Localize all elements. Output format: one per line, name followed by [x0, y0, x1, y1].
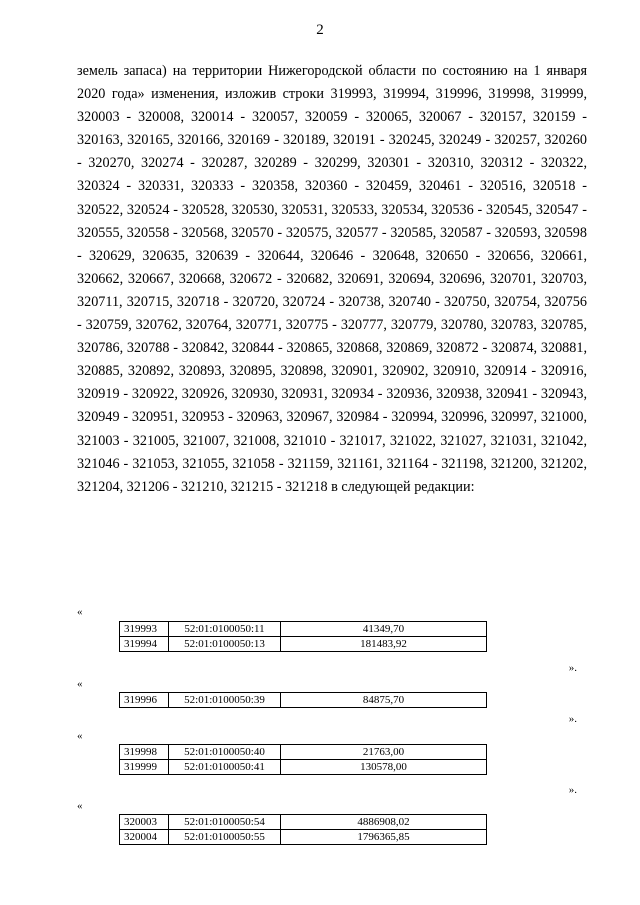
table-row	[120, 760, 487, 775]
table-row	[120, 830, 487, 845]
row-number: 320004	[120, 830, 169, 845]
cadastral-value: 21763,00	[281, 745, 487, 760]
opening-quote: «	[77, 730, 83, 742]
cadastral-number: 52:01:0100050:13	[169, 637, 281, 652]
cadastral-number: 52:01:0100050:11	[169, 622, 281, 637]
cadastral-table	[119, 621, 487, 652]
closing-quote: ».	[568, 662, 577, 674]
row-number: 320003	[120, 815, 169, 830]
row-number: 319994	[120, 637, 169, 652]
opening-quote: «	[77, 800, 83, 812]
cadastral-value: 4886908,02	[281, 815, 487, 830]
opening-quote: «	[77, 678, 83, 690]
closing-quote: ».	[568, 713, 577, 725]
cadastral-table	[119, 744, 487, 775]
cadastral-value: 84875,70	[281, 693, 487, 708]
row-number: 319999	[120, 760, 169, 775]
cadastral-table	[119, 814, 487, 845]
table-row	[120, 622, 487, 637]
cadastral-number: 52:01:0100050:40	[169, 745, 281, 760]
row-number: 319993	[120, 622, 169, 637]
row-number: 319998	[120, 745, 169, 760]
table-row	[120, 637, 487, 652]
cadastral-value: 41349,70	[281, 622, 487, 637]
body-text: земель запаса) на территории Нижегородской области по состоянию на 1 января 2020 года» изменения, изложив строки 319993, 319994, 319996, 319998, 319999, 320003 - 320008, 320014 - 320057, 320059 - 320065, 320067 - 320157, 320159 - 320163, 320165, 320166, 320169 - 320189, 320191 - 320245, 320249 - 320257, 320260 - 320270, 320274 - 320287, 320289 - 320299, 320301 - 320310, 320312 - 320322, 320324 - 320331, 320333 - 320358, 320360 - 320459, 320461 - 320516, 320518 - 320522, 320524 - 320528, 320530, 320531, 320533, 320534, 320536 - 320545, 320547 - 320555, 320558 - 320568, 320570 - 320575, 320577 - 320585, 320587 - 320593, 320598 - 320629, 320635, 320639 - 320644, 320646 - 320648, 320650 - 320656, 320661, 320662, 320667, 320668, 320672 - 320682, 320691, 320694, 320696, 320701, 320703, 320711, 320715, 320718 - 320720, 320724 - 320738, 320740 - 320750, 320754, 320756 - 320759, 320762, 320764, 320771, 320775 - 320777, 320779, 320780, 320783, 320785, 320786, 320788 - 320842, 320844 - 320865, 320868, 320869, 320872 - 320874, 320881, 320885, 320892, 320893, 320895, 320898, 320901, 320902, 320910, 320914 - 320916, 320919 - 320922, 320926, 320930, 320931, 320934 - 320936, 320938, 320941 - 320943, 320949 - 320951, 320953 - 320963, 320967, 320984 - 320994, 320996, 320997, 321000, 321003 - 321005, 321007, 321008, 321010 - 321017, 321022, 321027, 321031, 321042, 321046 - 321053, 321055, 321058 - 321159, 321161, 321164 - 321198, 321200, 321202, 321204, 321206 - 321210, 321215 - 321218 в следующей редакции:	[77, 63, 587, 495]
closing-quote: ».	[568, 784, 577, 796]
cadastral-value: 1796365,85	[281, 830, 487, 845]
cadastral-number: 52:01:0100050:54	[169, 815, 281, 830]
cadastral-table	[119, 692, 487, 708]
cadastral-value: 130578,00	[281, 760, 487, 775]
cadastral-number: 52:01:0100050:41	[169, 760, 281, 775]
cadastral-number: 52:01:0100050:39	[169, 693, 281, 708]
cadastral-number: 52:01:0100050:55	[169, 830, 281, 845]
cadastral-value: 181483,92	[281, 637, 487, 652]
table-row	[120, 815, 487, 830]
table-row	[120, 693, 487, 708]
row-number: 319996	[120, 693, 169, 708]
table-row	[120, 745, 487, 760]
opening-quote: «	[77, 606, 83, 618]
page-number: 2	[316, 22, 324, 38]
